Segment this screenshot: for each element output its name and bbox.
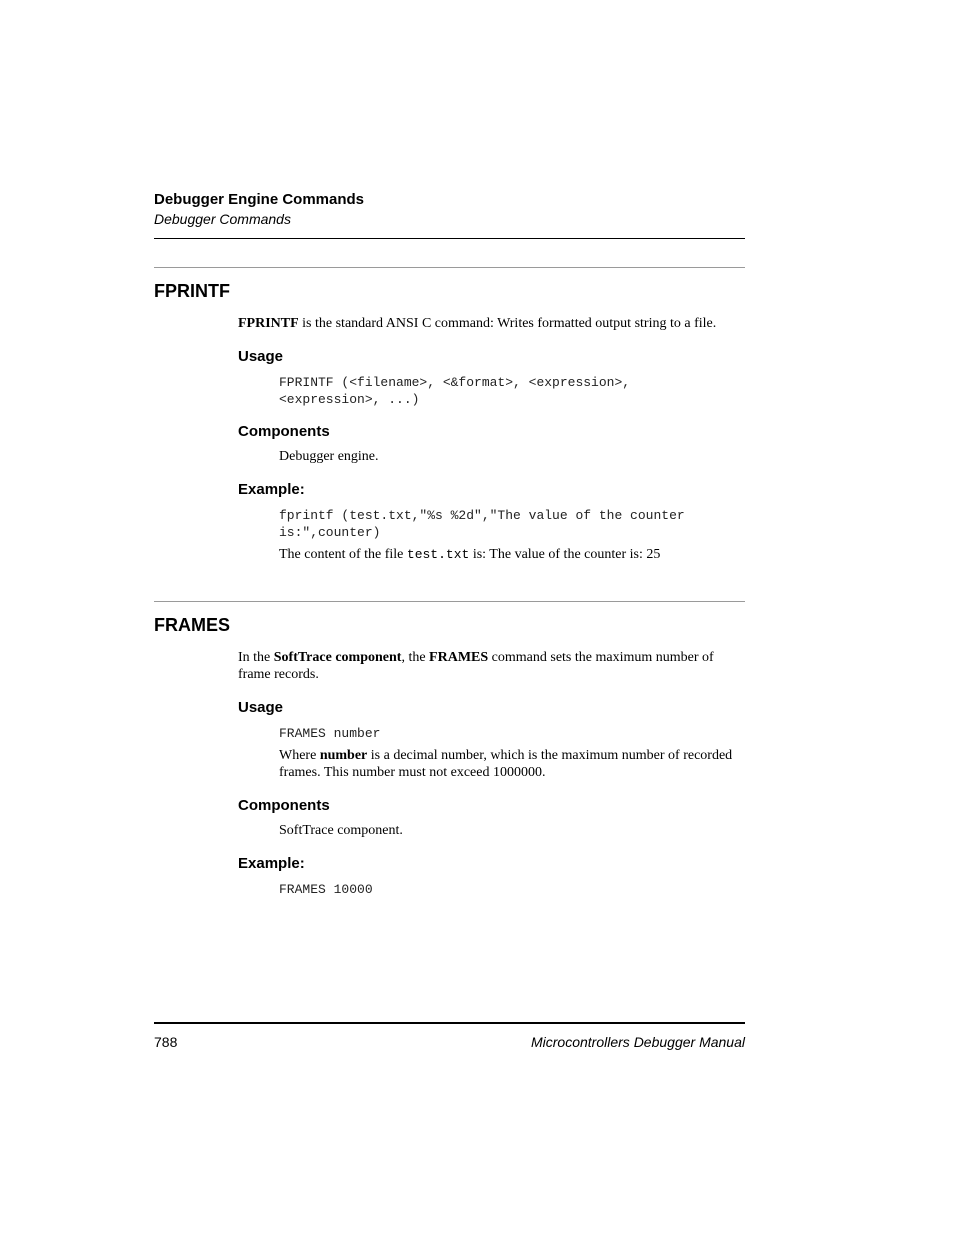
section-divider-frames bbox=[154, 601, 745, 602]
fprintf-intro-command: FPRINTF bbox=[238, 316, 299, 331]
fprintf-result-filename: test.txt bbox=[406, 547, 470, 562]
frames-components-heading: Components bbox=[238, 797, 330, 814]
frames-intro-part3: command sets the maximum number of frame records. bbox=[238, 650, 714, 682]
frames-example-code: FRAMES 10000 bbox=[279, 882, 373, 897]
frames-where-prefix: Where bbox=[279, 748, 320, 763]
footer-manual-title: Microcontrollers Debugger Manual bbox=[531, 1034, 745, 1050]
fprintf-intro bbox=[238, 315, 738, 332]
frames-intro-part2: , the bbox=[401, 650, 430, 665]
frames-intro-part1: In the bbox=[238, 650, 274, 665]
fprintf-result-prefix: The content of the file bbox=[279, 547, 407, 562]
frames-intro-command: FRAMES bbox=[429, 650, 489, 665]
header-rule bbox=[154, 238, 745, 239]
fprintf-components-text: Debugger engine. bbox=[279, 449, 379, 464]
footer-rule bbox=[154, 1022, 745, 1024]
running-header-subtitle: Debugger Commands bbox=[154, 211, 291, 227]
fprintf-usage-code-line2: <expression>, ...) bbox=[279, 392, 420, 407]
fprintf-usage-heading: Usage bbox=[238, 348, 284, 365]
frames-where-suffix: is a decimal number, which is the maximum number of recorded frames. This number must not exceed 1000000. bbox=[279, 748, 733, 780]
fprintf-example-code-line2: is:",counter) bbox=[279, 525, 381, 540]
fprintf-example-heading: Example: bbox=[238, 481, 305, 498]
fprintf-intro-text: is the standard ANSI C command: Writes formatted output string to a file. bbox=[298, 316, 717, 331]
section-title-fprintf: FPRINTF bbox=[154, 281, 230, 301]
fprintf-result-suffix: is: The value of the counter is: 25 bbox=[469, 547, 661, 562]
fprintf-usage-code-line1: FPRINTF (<filename>, <&format>, <expression>, bbox=[279, 375, 631, 390]
page-number: 788 bbox=[154, 1034, 178, 1050]
running-header-title: Debugger Engine Commands bbox=[154, 191, 365, 208]
frames-where-param: number bbox=[319, 748, 368, 763]
frames-components-text: SoftTrace component. bbox=[279, 823, 403, 838]
frames-example-heading: Example: bbox=[238, 855, 305, 872]
frames-usage-heading: Usage bbox=[238, 699, 284, 716]
section-divider-fprintf bbox=[154, 267, 745, 268]
fprintf-example-code-line1: fprintf (test.txt,"%s %2d","The value of the counter bbox=[279, 508, 685, 523]
frames-intro-softtrace: SoftTrace component bbox=[273, 650, 402, 665]
fprintf-example-result bbox=[279, 546, 739, 563]
frames-usage-description bbox=[279, 747, 739, 781]
frames-intro bbox=[238, 649, 738, 683]
fprintf-components-heading: Components bbox=[238, 423, 330, 440]
section-title-frames: FRAMES bbox=[154, 615, 230, 635]
frames-usage-code: FRAMES number bbox=[279, 726, 381, 741]
